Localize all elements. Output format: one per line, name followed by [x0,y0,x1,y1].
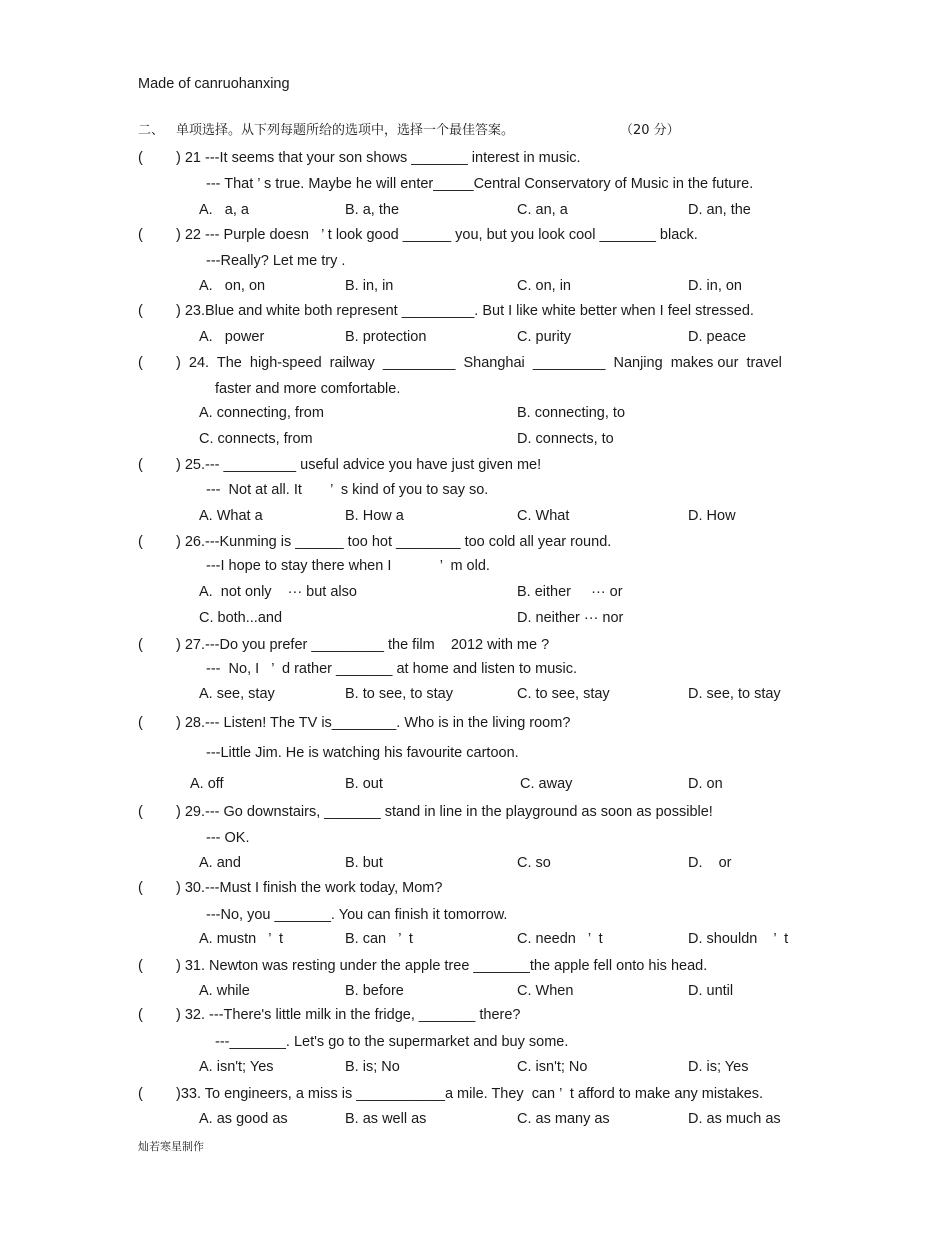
question-stem: ) 22 --- Purple doesn ’ t look good ______ you, but you look cool _______ black. [176,227,698,243]
answer-paren: ( [138,150,143,166]
option-b: B. can ’ t [345,931,413,947]
option-d: D. peace [688,329,747,345]
option-d: D. neither ··· nor [517,610,624,626]
option-b: B. out [345,776,383,792]
option-a: A. isn't; Yes [199,1059,274,1075]
footer-credit: 灿若寒星制作 [138,1140,204,1153]
answer-paren: ( [138,880,143,896]
answer-paren: ( [138,534,143,550]
dialogue-line: ---No, you _______. You can finish it tomorrow. [206,907,508,923]
question-stem: ) 30.---Must I finish the work today, Mom? [176,880,443,896]
question-stem: ) 24. The high-speed railway _________ Shanghai _________ Nanjing makes our travel [176,355,782,371]
option-d: D. an, the [688,202,751,218]
option-a: A. while [199,983,250,999]
dialogue-line: ---_______. Let's go to the supermarket and buy some. [215,1034,569,1050]
dialogue-line: --- Not at all. It ’ s kind of you to say so. [206,482,489,498]
option-d: D. is; Yes [688,1059,749,1075]
section-score: （20 分） [620,123,680,138]
dialogue-line: faster and more comfortable. [215,381,401,397]
option-c: C. connects, from [199,431,313,447]
option-a: A. and [199,855,241,871]
question-stem: ) 21 ---It seems that your son shows _______ interest in music. [176,150,581,166]
answer-paren: ( [138,355,143,371]
option-d: D. shouldn ’ t [688,931,789,947]
option-c: C. as many as [517,1111,610,1127]
option-c: C. needn ’ t [517,931,603,947]
option-c: C. purity [517,329,571,345]
section-instruction: 单项选择。从下列每题所给的选项中，选择一个最佳答案。 [176,123,515,138]
option-d: D. as much as [688,1111,781,1127]
answer-paren: ( [138,1007,143,1023]
option-b: B. before [345,983,404,999]
option-d: D. on [688,776,723,792]
question-stem: ) 25.--- _________ useful advice you have just given me! [176,457,542,473]
question-stem: )33. To engineers, a miss is ___________a mile. They can ’ t afford to make any mistakes. [176,1086,764,1102]
option-d: D. How [688,508,736,524]
option-c: C. both...and [199,610,283,626]
option-a: A. connecting, from [199,405,324,421]
option-c: C. so [517,855,551,871]
option-d: D. connects, to [517,431,614,447]
option-b: B. either ··· or [517,584,623,600]
question-stem: ) 26.---Kunming is ______ too hot ________ too cold all year round. [176,534,612,550]
header-watermark: Made of canruohanxing [138,76,290,92]
option-d: D. until [688,983,734,999]
answer-paren: ( [138,958,143,974]
option-c: C. isn't; No [517,1059,588,1075]
option-c: C. When [517,983,574,999]
option-c: C. to see, stay [517,686,610,702]
option-b: B. a, the [345,202,400,218]
option-b: B. connecting, to [517,405,626,421]
option-a: A. a, a [199,202,249,218]
question-stem: ) 28.--- Listen! The TV is________. Who is in the living room? [176,715,571,731]
question-stem: ) 32. ---There's little milk in the fridge, _______ there? [176,1007,521,1023]
option-a: A. power [199,329,265,345]
question-stem: ) 29.--- Go downstairs, _______ stand in line in the playground as soon as possible! [176,804,713,820]
dialogue-line: --- No, I ’ d rather _______ at home and listen to music. [206,661,578,677]
option-b: B. as well as [345,1111,427,1127]
option-b: B. in, in [345,278,394,294]
option-b: B. protection [345,329,427,345]
option-a: A. What a [199,508,263,524]
answer-paren: ( [138,457,143,473]
option-a: A. off [190,776,224,792]
dialogue-line: ---I hope to stay there when I ’ m old. [206,558,490,574]
answer-paren: ( [138,715,143,731]
option-a: A. mustn ’ t [199,931,284,947]
question-stem: ) 27.---Do you prefer _________ the film 2012 with me ? [176,637,550,653]
option-c: C. What [517,508,570,524]
option-a: A. see, stay [199,686,275,702]
option-c: C. away [520,776,573,792]
dialogue-line: --- That ’ s true. Maybe he will enter_____Central Conservatory of Music in the future. [206,176,754,192]
dialogue-line: ---Little Jim. He is watching his favourite cartoon. [206,745,519,761]
option-d: D. in, on [688,278,742,294]
dialogue-line: --- OK. [206,830,250,846]
answer-paren: ( [138,1086,143,1102]
answer-paren: ( [138,804,143,820]
option-a: A. not only ··· but also [199,584,357,600]
option-b: B. to see, to stay [345,686,453,702]
option-a: A. on, on [199,278,266,294]
option-b: B. but [345,855,383,871]
answer-paren: ( [138,227,143,243]
option-d: D. or [688,855,732,871]
option-d: D. see, to stay [688,686,781,702]
question-stem: ) 23.Blue and white both represent _________. But I like white better when I feel stressed. [176,303,754,319]
option-b: B. How a [345,508,404,524]
option-c: C. on, in [517,278,571,294]
option-a: A. as good as [199,1111,288,1127]
dialogue-line: ---Really? Let me try . [206,253,346,269]
answer-paren: ( [138,303,143,319]
option-b: B. is; No [345,1059,400,1075]
section-number: 二、 [138,123,165,138]
answer-paren: ( [138,637,143,653]
question-stem: ) 31. Newton was resting under the apple tree _______the apple fell onto his head. [176,958,708,974]
option-c: C. an, a [517,202,568,218]
